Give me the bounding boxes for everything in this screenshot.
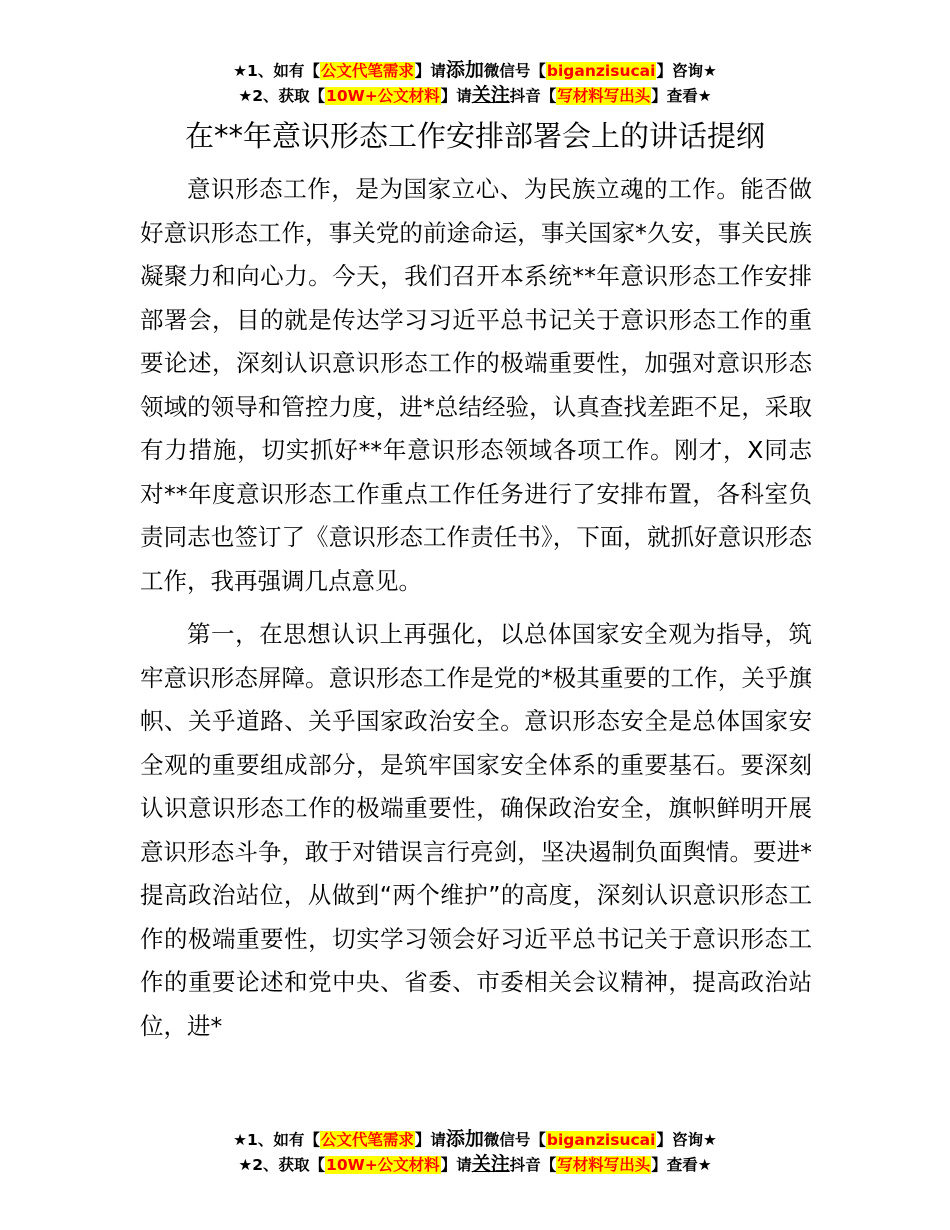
header-ad-text: 微信号【 xyxy=(483,62,546,80)
footer-ad-emphasis: 添加 xyxy=(445,1128,484,1150)
header-ad-highlight-materials: 10W+公文材料 xyxy=(326,87,440,105)
footer-ad-highlight-douyin: 写材料写出头 xyxy=(557,1156,651,1174)
footer-ad-highlight-wechat: biganzisucai xyxy=(546,1131,656,1149)
footer-ad-text: 】请 xyxy=(414,1131,446,1149)
header-ad xyxy=(0,58,950,108)
document-title: 在**年意识形态工作安排部署会上的讲话提纲 xyxy=(184,119,765,153)
footer-ad-text: 】咨询★ xyxy=(656,1131,717,1149)
footer-ad-text: 】查看★ xyxy=(651,1156,712,1174)
header-ad-emphasis: 添加 xyxy=(445,59,484,81)
header-ad-highlight-wechat: biganzisucai xyxy=(546,62,656,80)
footer-ad-line-2 xyxy=(0,1152,950,1177)
header-ad-text: 】咨询★ xyxy=(656,62,717,80)
footer-ad-line-1 xyxy=(0,1127,950,1152)
header-ad-text: 】请 xyxy=(440,87,472,105)
header-ad-highlight-douyin: 写材料写出头 xyxy=(557,87,651,105)
document-body xyxy=(140,168,812,1048)
header-ad-highlight-service: 公文代笔需求 xyxy=(320,62,414,80)
header-ad-line-2 xyxy=(0,83,950,108)
footer-ad-highlight-service: 公文代笔需求 xyxy=(320,1131,414,1149)
header-ad-text: ★1、如有【 xyxy=(233,62,320,80)
body-paragraph-intro: 意识形态工作，是为国家立心、为民族立魂的工作。能否做好意识形态工作，事关党的前途命运，事关国家*久安，事关民族凝聚力和向心力。今天，我们召开本系统**年意识形态工作安排部署会，目的就是传达学习习近平总书记关于意识形态工作的重要论述，深刻认识意识形态工作的极端重要性，加强对意识形态领域的领导和管控力度，进*总结经验，认真查找差距不足，采取有力措施，切实抓好**年意识形态领域各项工作。刚才，X同志对**年度意识形态工作重点工作任务进行了安排布置，各科室负责同志也签订了《意识形态工作责任书》，下面，就抓好意识形态工作，我再强调几点意见。 xyxy=(140,175,812,595)
header-ad-text: 抖音【 xyxy=(509,87,557,105)
header-ad-text: ★2、获取【 xyxy=(238,87,326,105)
footer-ad-text: 抖音【 xyxy=(509,1156,557,1174)
footer-ad-text: ★1、如有【 xyxy=(233,1131,320,1149)
header-ad-line-1 xyxy=(0,58,950,83)
footer-ad xyxy=(0,1127,950,1177)
header-ad-emphasis: 关注 xyxy=(471,84,510,106)
footer-ad-emphasis: 关注 xyxy=(471,1153,510,1175)
header-ad-text: 】查看★ xyxy=(651,87,712,105)
body-paragraph-first-point: 第一，在思想认识上再强化，以总体国家安全观为指导，筑牢意识形态屏障。意识形态工作是党的*极其重要的工作，关乎旗帜、关乎道路、关乎国家政治安全。意识形态安全是总体国家安全观的重要组成部分，是筑牢国家安全体系的重要基石。要深刻认识意识形态工作的极端重要性，确保政治安全，旗帜鲜明开展意识形态斗争，敢于对错误言行亮剑，坚决遏制负面舆情。要进*提高政治站位，从做到“两个维护”的高度，深刻认识意识形态工作的极端重要性，切实学习领会好习近平总书记关于意识形态工作的重要论述和党中央、省委、市委相关会议精神，提高政治站位，进* xyxy=(140,620,812,1040)
footer-ad-text: 微信号【 xyxy=(483,1131,546,1149)
footer-ad-text: ★2、获取【 xyxy=(238,1156,326,1174)
footer-ad-highlight-materials: 10W+公文材料 xyxy=(326,1156,440,1174)
footer-ad-text: 】请 xyxy=(440,1156,472,1174)
header-ad-text: 】请 xyxy=(414,62,446,80)
